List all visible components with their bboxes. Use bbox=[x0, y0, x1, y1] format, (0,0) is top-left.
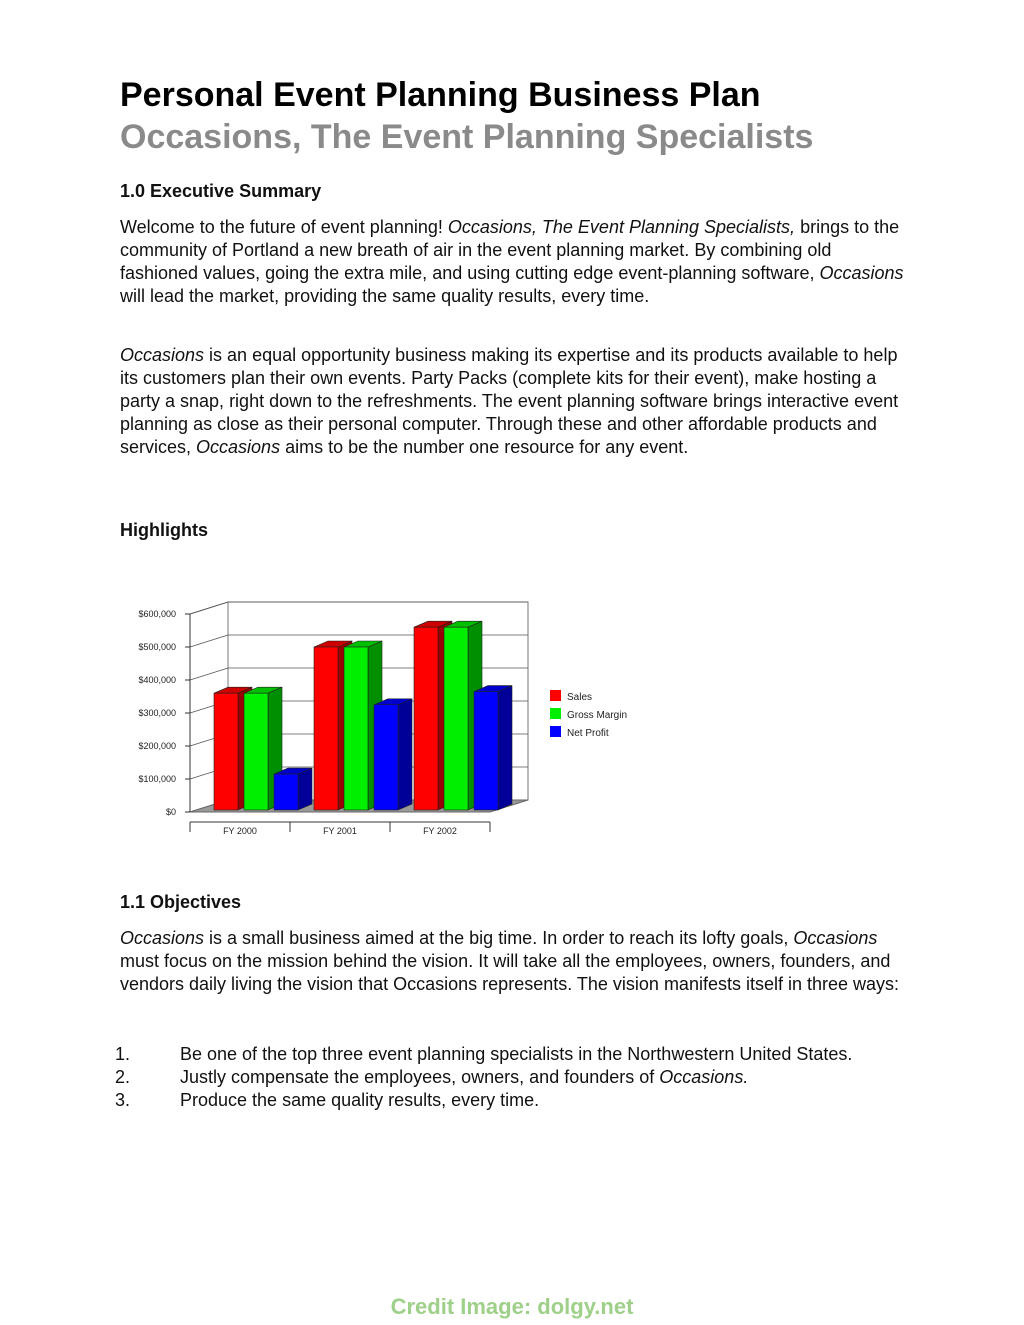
text-run: aims to be the number one resource for any event. bbox=[280, 437, 689, 457]
document-subtitle: Occasions, The Event Planning Specialists bbox=[120, 118, 814, 156]
text-run: is an equal opportunity business making its expertise and its products available to help its customers plan their own events. Party Packs (complete kits for their event), make hosting a party a snap, right down to the refreshments. The event planning software brings interactive event planning as close as their personal computer. Through these and other affordable products and services, bbox=[120, 345, 899, 457]
list-item-text: Justly compensate the employees, owners, and founders of bbox=[180, 1067, 660, 1087]
x-tick-label: FY 2001 bbox=[323, 826, 357, 836]
legend-swatch bbox=[550, 690, 561, 701]
text-run: Welcome to the future of event planning! bbox=[120, 217, 448, 237]
list-item bbox=[115, 1089, 915, 1112]
legend-label: Sales bbox=[567, 692, 593, 703]
list-number: 2. bbox=[115, 1067, 131, 1087]
objectives-list bbox=[115, 1043, 915, 1112]
company-name-italic: Occasions bbox=[196, 437, 281, 457]
y-tick-label: $500,000 bbox=[138, 642, 176, 652]
y-tick-label: $300,000 bbox=[138, 708, 176, 718]
bar bbox=[214, 693, 238, 810]
text-run: is a small business aimed at the big time. In order to reach its lofty goals, bbox=[204, 928, 794, 948]
image-credit: Credit Image: dolgy.net bbox=[390, 1294, 634, 1319]
y-tick-label: $0 bbox=[165, 807, 176, 817]
document-title: Personal Event Planning Business Plan bbox=[120, 76, 761, 114]
bar-side bbox=[498, 686, 512, 810]
bar-side bbox=[398, 699, 412, 810]
y-tick-label: $600,000 bbox=[138, 609, 176, 619]
y-tick-label: $400,000 bbox=[138, 675, 176, 685]
executive-summary-paragraph-2 bbox=[120, 344, 910, 459]
chart-legend bbox=[550, 690, 627, 739]
bar bbox=[374, 705, 398, 810]
bar bbox=[414, 627, 438, 810]
objectives-paragraph bbox=[120, 927, 910, 996]
company-name-italic: Occasions bbox=[120, 928, 205, 948]
legend-label: Gross Margin bbox=[567, 710, 628, 721]
y-tick-label: $200,000 bbox=[138, 741, 176, 751]
bar bbox=[344, 647, 368, 810]
legend-label: Net Profit bbox=[567, 728, 609, 739]
list-number: 1. bbox=[115, 1044, 131, 1064]
bar bbox=[244, 693, 268, 810]
bar bbox=[444, 627, 468, 810]
bar bbox=[474, 692, 498, 810]
list-item-text: Produce the same quality results, every time. bbox=[180, 1090, 540, 1110]
bar bbox=[274, 774, 298, 810]
bar bbox=[314, 647, 338, 810]
text-run: must focus on the mission behind the vision. It will take all the employees, owners, founders, and vendors daily living the vision that Occasions represents. The vision manifests itself in three ways: bbox=[120, 951, 900, 994]
legend-swatch bbox=[550, 708, 561, 719]
objectives-heading: 1.1 Objectives bbox=[120, 892, 242, 912]
company-name-italic: Occasions, The Event Planning Specialists, bbox=[447, 217, 796, 237]
company-name-italic: Occasions bbox=[819, 263, 904, 283]
legend-swatch bbox=[550, 726, 561, 737]
company-name-italic: Occasions. bbox=[659, 1067, 749, 1087]
list-item bbox=[115, 1043, 915, 1066]
text-run: brings to the community of Portland a new breath of air in the event planning market. By combining old fashioned values, going the extra mile, and using cutting edge event-planning software, bbox=[120, 217, 900, 283]
x-tick-label: FY 2002 bbox=[423, 826, 457, 836]
highlights-heading: Highlights bbox=[120, 520, 208, 540]
list-item bbox=[115, 1066, 915, 1089]
company-name-italic: Occasions bbox=[120, 345, 205, 365]
bar-side bbox=[298, 768, 312, 810]
executive-summary-paragraph-1 bbox=[120, 216, 910, 308]
y-tick-label: $100,000 bbox=[138, 774, 176, 784]
text-run: will lead the market, providing the same quality results, every time. bbox=[120, 286, 650, 306]
x-tick-label: FY 2000 bbox=[223, 826, 257, 836]
highlights-bar-chart bbox=[120, 590, 660, 850]
list-item-text: Be one of the top three event planning specialists in the Northwestern United States. bbox=[180, 1044, 853, 1064]
executive-summary-heading: 1.0 Executive Summary bbox=[120, 181, 322, 201]
company-name-italic: Occasions bbox=[793, 928, 878, 948]
list-number: 3. bbox=[115, 1090, 131, 1110]
